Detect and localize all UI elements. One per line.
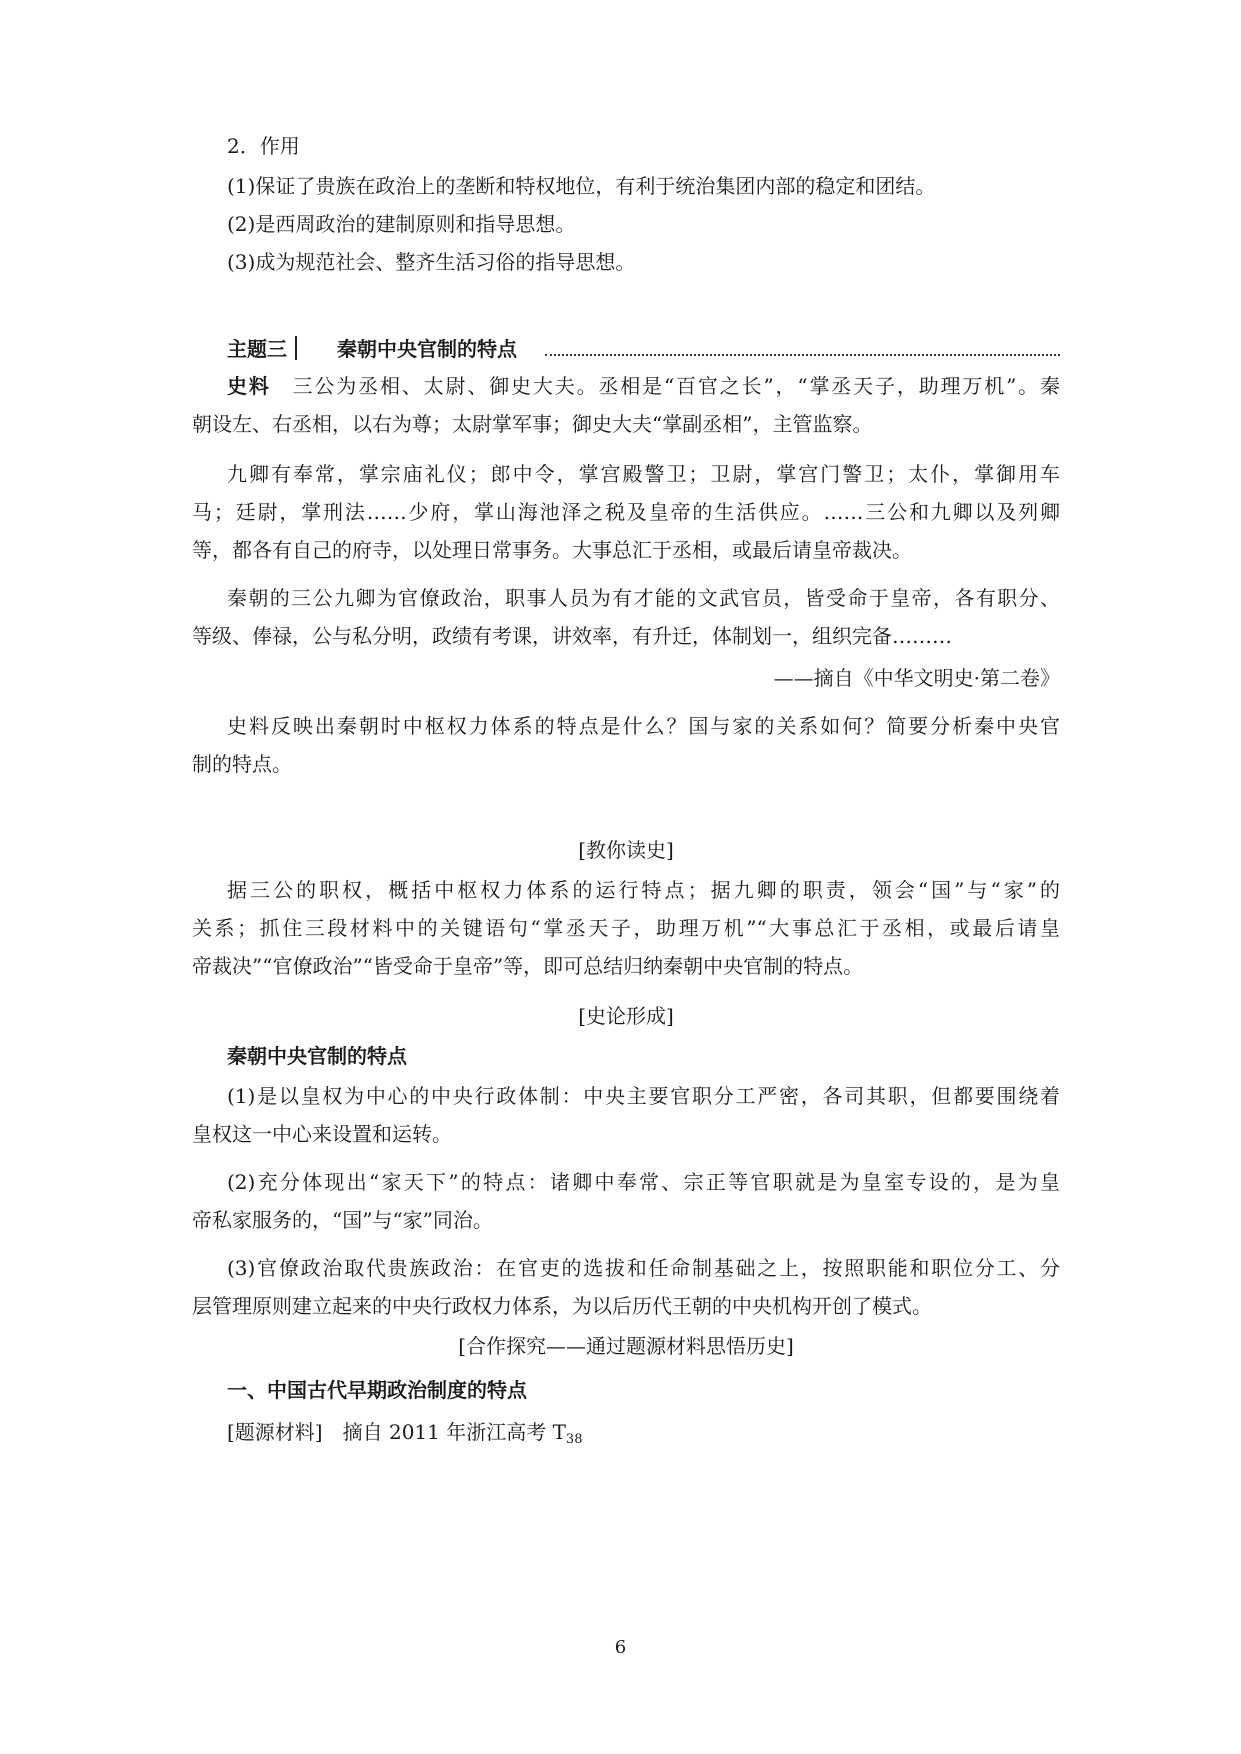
source-line: 九卿有奉常，掌宗庙礼仪；郎中令，掌宫殿警卫；卫尉，掌宫门警卫；太仆，掌御用车 bbox=[227, 462, 1060, 486]
teach-heading: [教你读史] bbox=[578, 838, 674, 862]
question-line: 制的特点。 bbox=[192, 752, 292, 776]
list-item: (1)保证了贵族在政治上的垄断和特权地位，有利于统治集团内部的稳定和团结。 bbox=[227, 174, 936, 198]
source-label: 史料 bbox=[227, 374, 271, 398]
source-line: 等，都各有自己的府寺，以处理日常事务。大事总汇于丞相，或最后请皇帝裁决。 bbox=[192, 538, 912, 562]
topic-divider bbox=[295, 336, 297, 360]
conclusion-line: (2)充分体现出“家天下”的特点：诸卿中奉常、宗正等官职就是为皇室专设的，是为皇 bbox=[227, 1170, 1060, 1194]
conclusion-line: 层管理原则建立起来的中央行政权力体系，为以后历代王朝的中央机构开创了模式。 bbox=[192, 1294, 932, 1318]
source-paragraph: 史料 三公为丞相、太尉、御史大夫。丞相是“百官之长”，“掌丞天子，助理万机”。秦 bbox=[227, 374, 1061, 398]
source-line: 等级、俸禄，公与私分明，政绩有考课，讲效率，有升迁，体制划一，组织完备……… bbox=[192, 624, 952, 648]
source-line: 朝设左、右丞相，以右为尊；太尉掌军事；御史大夫“掌副丞相”，主管监察。 bbox=[192, 412, 873, 436]
source-reference-label: [题源材料] bbox=[227, 1420, 323, 1444]
question-line: 史料反映出秦朝时中枢权力体系的特点是什么？国与家的关系如何？简要分析秦中央官 bbox=[227, 714, 1060, 738]
source-citation: ——摘自《中华文明史·第二卷》 bbox=[773, 666, 1060, 690]
topic-header bbox=[227, 330, 1060, 364]
subscript: 38 bbox=[565, 1432, 583, 1447]
teach-line: 据三公的职权，概括中枢权力体系的运行特点；据九卿的职责，领会“国”与“家”的 bbox=[227, 878, 1060, 902]
section-heading: 2．作用 bbox=[227, 134, 300, 158]
list-item: (3)成为规范社会、整齐生活习俗的指导思想。 bbox=[227, 250, 636, 274]
conclusion-line: 皇权这一中心来设置和运转。 bbox=[192, 1122, 452, 1146]
source-reference: [题源材料] 摘自 2011 年浙江高考 $T_{38}$ bbox=[227, 1420, 583, 1447]
teach-line: 帝裁决”“官僚政治”“皆受命于皇帝”等，即可总结归纳秦朝中央官制的特点。 bbox=[192, 954, 864, 978]
conclusion-line: (3)官僚政治取代贵族政治：在官吏的选拔和任命制基础之上，按照职能和职位分工、分 bbox=[227, 1256, 1060, 1280]
teach-line: 关系；抓住三段材料中的关键语句“掌丞天子，助理万机”“大事总汇于丞相，或最后请皇 bbox=[192, 916, 1060, 940]
page-number: 6 bbox=[614, 1637, 627, 1658]
conclusion-heading: [史论形成] bbox=[578, 1004, 674, 1028]
source-line: 马；廷尉，掌刑法……少府，掌山海池泽之税及皇帝的生活供应。……三公和九卿以及列卿 bbox=[192, 500, 1060, 524]
topic-label: 主题三 bbox=[227, 337, 287, 361]
cooperate-heading: [合作探究——通过题源材料思悟历史] bbox=[458, 1334, 794, 1358]
conclusion-line: (1)是以皇权为中心的中央行政体制：中央主要官职分工严密，各司其职，但都要围绕着 bbox=[227, 1084, 1060, 1108]
topic-title: 秦朝中央官制的特点 bbox=[337, 337, 517, 361]
list-item: (2)是西周政治的建制原则和指导思想。 bbox=[227, 212, 576, 236]
conclusion-line: 帝私家服务的，“国”与“家”同治。 bbox=[192, 1208, 493, 1232]
conclusion-subheading: 秦朝中央官制的特点 bbox=[227, 1044, 407, 1068]
section-title: 一、中国古代早期政治制度的特点 bbox=[227, 1378, 527, 1402]
source-line: 秦朝的三公九卿为官僚政治，职事人员为有才能的文武官员，皆受命于皇帝，各有职分、 bbox=[227, 586, 1060, 610]
dotted-leader bbox=[545, 354, 1060, 356]
